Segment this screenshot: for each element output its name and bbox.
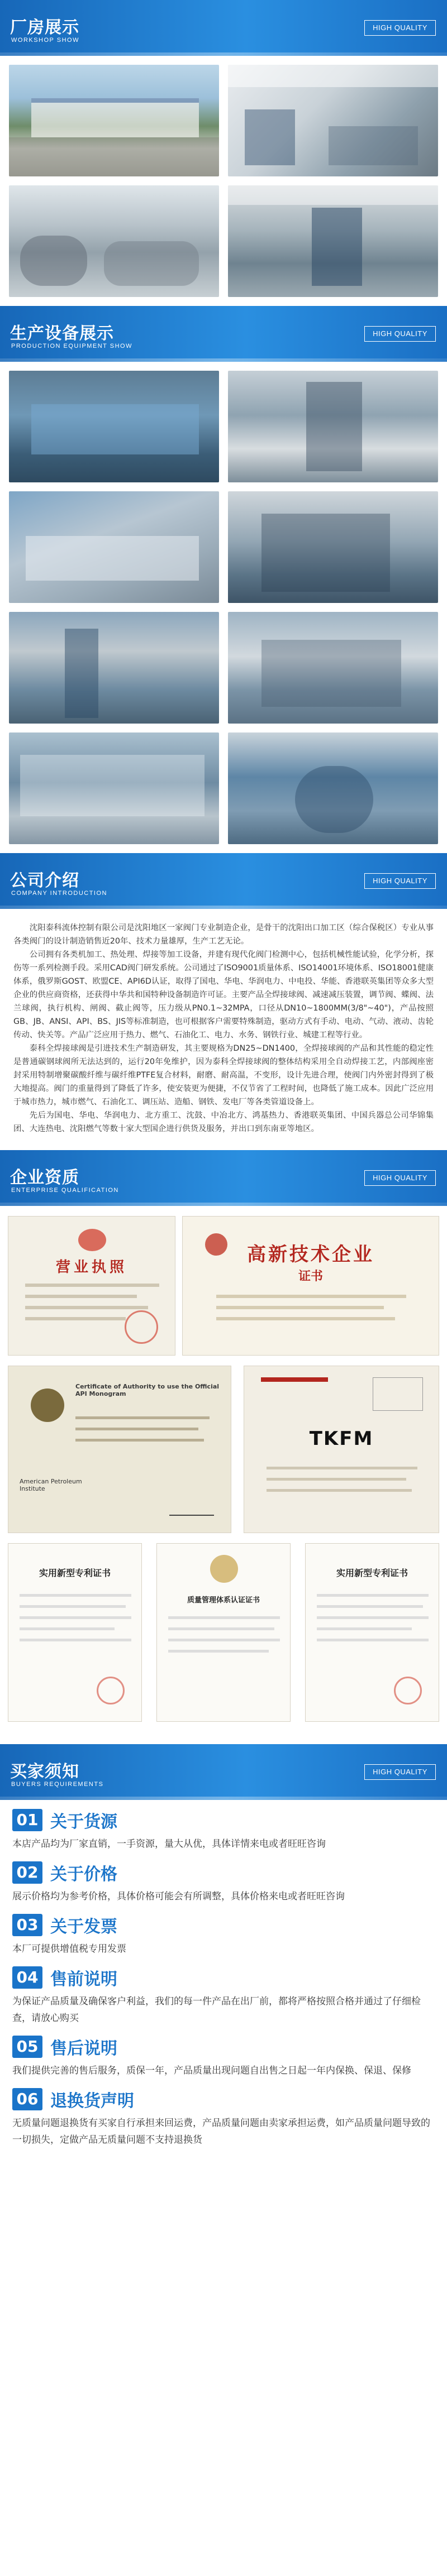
note-number-badge: 05 [12,2036,42,2058]
intro-paragraph: 泰科全焊接球阀是引进技术生产制造研发，其主要规格为DN25~DN1400，全焊接球阀的产品和其性能的稳定性是普通碳钢球阀所无法达到的，运行20年免维护，因为泰科全焊接球阀的整体结构采用全自动焊接工艺，内部阀座密封采用特制增聚碳酸纤维与碳纤维PTFE复合材料，耐磨、耐高温，不变形，设计先进合理，使阀门内外密封得到了极大地提高。阀门的重量得到了降低了许多，使安装更为便捷，不仅节省了工程时间，也降低了施工成本。因此广泛应用于城市热力，城市燃气、石油化工、调压站、造船、钢铁、发电厂等各类管道设备上。 [13,1044,434,1107]
certificates-area [0,1206,447,1744]
assembly-line-photo [9,732,219,844]
hightech-title: 高新技术企业 [247,1243,374,1266]
note-number-badge: 04 [12,1966,42,1989]
note-number-badge: 02 [12,1861,42,1884]
section-title: 买家须知 [10,1762,79,1782]
section-subtitle: PRODUCTION EQUIPMENT SHOW [11,343,132,349]
section-subtitle: COMPANY INTRODUCTION [11,890,107,897]
section-subtitle: WORKSHOP SHOW [11,37,79,44]
company-introduction-text [0,909,447,1150]
note-title: 售后说明 [50,2039,117,2058]
license-title: 营业执照 [55,1259,127,1276]
note-body: 无质量问题退换货有买家自行承担来回运费，产品质量问题由卖家承担运费，如产品质量问题导致的一切损失，定做产品无质量问题不支持退换货 [12,2118,430,2146]
section-subtitle: BUYERS REQUIREMENTS [11,1781,104,1788]
patent-title: 实用新型专利证书 [336,1568,408,1578]
red-seal-icon [97,1677,125,1704]
high-quality-badge: HIGH QUALITY [364,1764,436,1780]
note-number-badge: 01 [12,1809,42,1831]
buyers-section-header [0,1744,447,1800]
note-number-badge: 03 [12,1914,42,1936]
high-tech-enterprise-certificate [182,1216,439,1356]
buyer-note-item [12,2036,435,2079]
factory-interior-photo [228,65,438,176]
business-license-certificate [8,1216,175,1356]
api-certificate [8,1366,231,1533]
note-title: 售前说明 [50,1970,117,1989]
hightech-subtitle: 证书 [298,1270,323,1284]
buyer-note-item [12,2088,435,2148]
large-valve-machining-photo [228,732,438,844]
intro-paragraph: 公司拥有各类机加工、热处理、焊接等加工设备，并建有现代化阀门检测中心，包括机械性能试验，化学分析，探伤等一系列检测手段。采用CAD阀门研发系统。公司通过了ISO9001质量体系、ISO14001环境体系、ISO18001健康体系，俄罗斯GOST、欧盟CE、API6D认证，取得了国电、华电、华润电力、中电投、华能、香港联英集团等众多大型企业的供应商资格，还获得中华共和国特种设备制造许可证。主要产品全焊接球阀、减速减压装置，调节阀、蝶阀、法兰球阀，执行机构、闸阀、截止阀等，压力级从PN0.1~32MPA，口径从DN10~1800MM(3/8"~40")，产品按照GB、JB、ANSI、API、BS、JIS等标准制造，也可根据客户需要特殊制造，驱动方式有手动、电动、气动、液动、齿轮传动、快关等。产品广泛应用于热力、燃气、石油化工、电力、水务、钢铁行业、城建工程等行业。 [13,950,434,1040]
certificate-row [8,1543,439,1722]
intro-paragraph: 先后为国电、华电、华润电力、北方重工、沈鼓、中冶北方、鸿基热力、香港联英集团、中国兵器总公司华锦集团、大连热电、沈阳燃气等数十家大型国企进行供货及服务，并出口到东南亚等地区。 [13,1111,434,1133]
factory-exterior-photo [9,65,219,176]
certificate-row [8,1366,439,1533]
note-body: 为保证产品质量及确保客户利益，我们的每一件产品在出厂前，都将严格按照合格并通过了仔细检查，请放心购买 [12,1996,421,2024]
note-title: 关于货源 [50,1812,117,1832]
national-emblem-icon [78,1229,106,1251]
buyer-note-item [12,1861,435,1905]
gantry-mill-photo [228,371,438,482]
api-certificate-title: Certificate of Authority to use the Official API Monogram [75,1383,220,1397]
section-subtitle: ENTERPRISE QUALIFICATION [11,1187,119,1194]
section-title: 公司介绍 [10,871,79,890]
workshop-photo-grid [0,56,447,306]
red-seal-icon [125,1310,158,1344]
welding-station-photo [9,612,219,724]
note-number-badge: 06 [12,2088,42,2110]
trademark-logo: TKFM [309,1428,374,1450]
patent-title: 实用新型专利证书 [39,1568,111,1578]
lathe-machine-photo [9,491,219,603]
boring-machine-photo [228,612,438,724]
intro-paragraph: 沈阳泰科流体控制有限公司是沈阳地区一家阀门专业制造企业，是骨干的沈阳出口加工区（综合保税区）专业从事各类阀门的设计制造销售近20年、技术力量雄厚，生产工艺无论。 [13,923,434,946]
workshop-section-header [0,0,447,56]
high-quality-badge: HIGH QUALITY [364,1170,436,1186]
red-seal-icon [394,1677,422,1704]
equipment-section-header [0,306,447,362]
machining-center-photo [228,491,438,603]
note-body: 本店产品均为厂家直销，一手资源，量大从优，具体详情来电或者旺旺咨询 [12,1838,326,1850]
note-body: 本厂可提供增值税专用发票 [12,1943,126,1955]
utility-patent-certificate-2 [305,1543,439,1722]
api-logo-icon [31,1388,64,1422]
section-title: 生产设备展示 [10,324,114,343]
certificate-row [8,1216,439,1356]
equipment-photo-grid [0,362,447,853]
trademark-certificate [244,1366,439,1533]
note-body: 展示价格均为参考价格，具体价格可能会有所调整，具体价格来电或者旺旺咨询 [12,1891,345,1902]
buyer-note-item [12,1914,435,1957]
high-quality-badge: HIGH QUALITY [364,20,436,36]
qualification-section-header [0,1150,447,1206]
valve-storage-photo [9,185,219,297]
buyer-notes-list [0,1800,447,2163]
section-title: 企业资质 [10,1168,79,1188]
utility-patent-certificate-1 [8,1543,142,1722]
note-body: 我们提供完善的售后服务，质保一年，产品质量出现问题自出售之日起一年内保换、保退、保修 [12,2065,411,2076]
company-section-header [0,853,447,909]
buyer-note-item [12,1809,435,1852]
note-title: 关于发票 [50,1917,117,1937]
high-quality-badge: HIGH QUALITY [364,873,436,889]
cert-emblem-icon [210,1555,238,1583]
buyer-note-item [12,1966,435,2027]
machining-workshop-photo [228,185,438,297]
high-quality-badge: HIGH QUALITY [364,326,436,342]
api-organization: American Petroleum Institute [20,1478,82,1492]
note-title: 关于价格 [50,1865,117,1884]
cnc-machine-photo [9,371,219,482]
quality-title: 质量管理体系认证证书 [187,1596,260,1605]
section-title: 厂房展示 [10,18,79,37]
note-title: 退换货声明 [50,2091,134,2111]
quality-system-certificate [156,1543,291,1722]
